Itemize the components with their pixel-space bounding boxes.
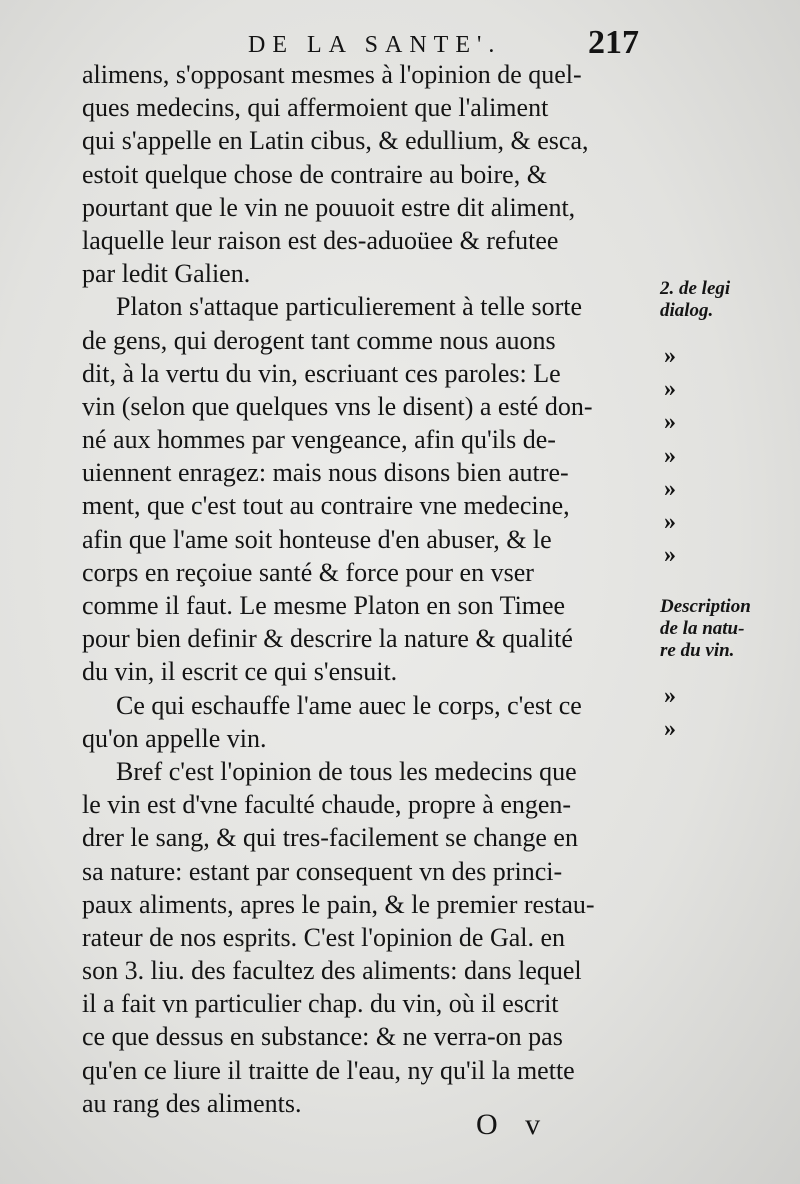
text-line: Ce qui eschauffe l'ame auec le corps, c'est ce	[116, 690, 582, 720]
margin-note-line: Description	[660, 596, 751, 617]
quote-mark: »	[664, 376, 676, 403]
text-line: Platon s'attaque particulierement à telle sorte	[116, 292, 583, 322]
text-line: qu'en ce liure il traitte de l'eau, ny qu'il la mette	[82, 1055, 575, 1085]
text-line: au rang des aliments.	[82, 1088, 302, 1118]
text-line: uiennent enragez: mais nous disons bien autre-	[82, 458, 569, 488]
page-number: 217	[588, 24, 639, 61]
text-line: pour bien definir & descrire la nature & qualité	[82, 624, 573, 654]
text-line: qu'on appelle vin.	[82, 723, 267, 753]
quote-mark: »	[664, 475, 676, 502]
quote-mark: »	[664, 343, 676, 369]
text-line: sa nature: estant par consequent vn des princi-	[82, 856, 563, 886]
text-line: rateur de nos esprits. C'est l'opinion de Gal. en	[82, 922, 566, 952]
text-line: estoit quelque chose de contraire au boire, &	[82, 159, 547, 189]
margin-note-line: de la natu-	[660, 618, 745, 639]
text-line: drer le sang, & qui tres-facilement se change en	[82, 823, 578, 853]
text-line: Bref c'est l'opinion de tous les medecins que	[116, 756, 577, 786]
text-line: son 3. liu. des facultez des aliments: dans lequel	[82, 956, 582, 986]
signature-mark: O v	[476, 1108, 551, 1141]
margin-note-line: dialog.	[660, 300, 714, 321]
text-line: ce que dessus en substance: & ne verra-on pas	[82, 1022, 563, 1052]
quote-mark: »	[664, 683, 676, 709]
text-line: ques medecins, qui affermoient que l'aliment	[82, 93, 549, 123]
page-header	[0, 14, 800, 61]
text-line: alimens, s'opposant mesmes à l'opinion de quel-	[82, 60, 582, 89]
text-line: ment, que c'est tout au contraire vne medecine,	[82, 491, 570, 521]
text-line: il a fait vn particulier chap. du vin, où il escrit	[82, 989, 559, 1019]
text-line: pourtant que le vin ne pouuoit estre dit aliment,	[82, 192, 576, 222]
text-line: qui s'appelle en Latin cibus, & edullium, & esca,	[82, 126, 589, 156]
text-line: par ledit Galien.	[82, 259, 251, 289]
margin-note-line: 2. de legi	[660, 278, 731, 299]
text-line: laquelle leur raison est des-aduoüee & refutee	[82, 225, 559, 255]
quotation-marks-platon	[664, 340, 694, 572]
quote-mark: »	[664, 442, 676, 469]
text-line: comme il faut. Le mesme Platon en son Timee	[82, 591, 566, 620]
text-line: né aux hommes par vengeance, afin qu'ils de-	[82, 425, 556, 455]
text-line: corps en reçoiue santé & force pour en vser	[82, 557, 534, 587]
text-line: vin (selon que quelques vns le disent) a esté don-	[82, 391, 593, 421]
margin-note-description	[660, 596, 800, 662]
text-line: de gens, qui derogent tant comme nous auons	[82, 325, 556, 355]
quote-mark: »	[664, 409, 676, 436]
quote-mark: »	[664, 542, 676, 569]
quote-mark: »	[664, 509, 676, 536]
text-line: dit, à la vertu du vin, escriuant ces paroles: Le	[82, 358, 561, 388]
main-text-block	[82, 58, 658, 1120]
text-line: paux aliments, apres le pain, & le premier restau-	[82, 889, 595, 919]
running-head: DE LA SANTE'.	[248, 32, 502, 58]
text-line: le vin est d'vne faculté chaude, propre à engen-	[82, 790, 572, 820]
quote-mark: »	[664, 716, 676, 743]
margin-note-line: re du vin.	[660, 640, 735, 661]
quotation-marks-timee	[664, 680, 694, 746]
margin-note-reference	[660, 278, 800, 322]
text-line: afin que l'ame soit honteuse d'en abuser, & le	[82, 524, 552, 554]
text-line: du vin, il escrit ce qui s'ensuit.	[82, 657, 398, 687]
